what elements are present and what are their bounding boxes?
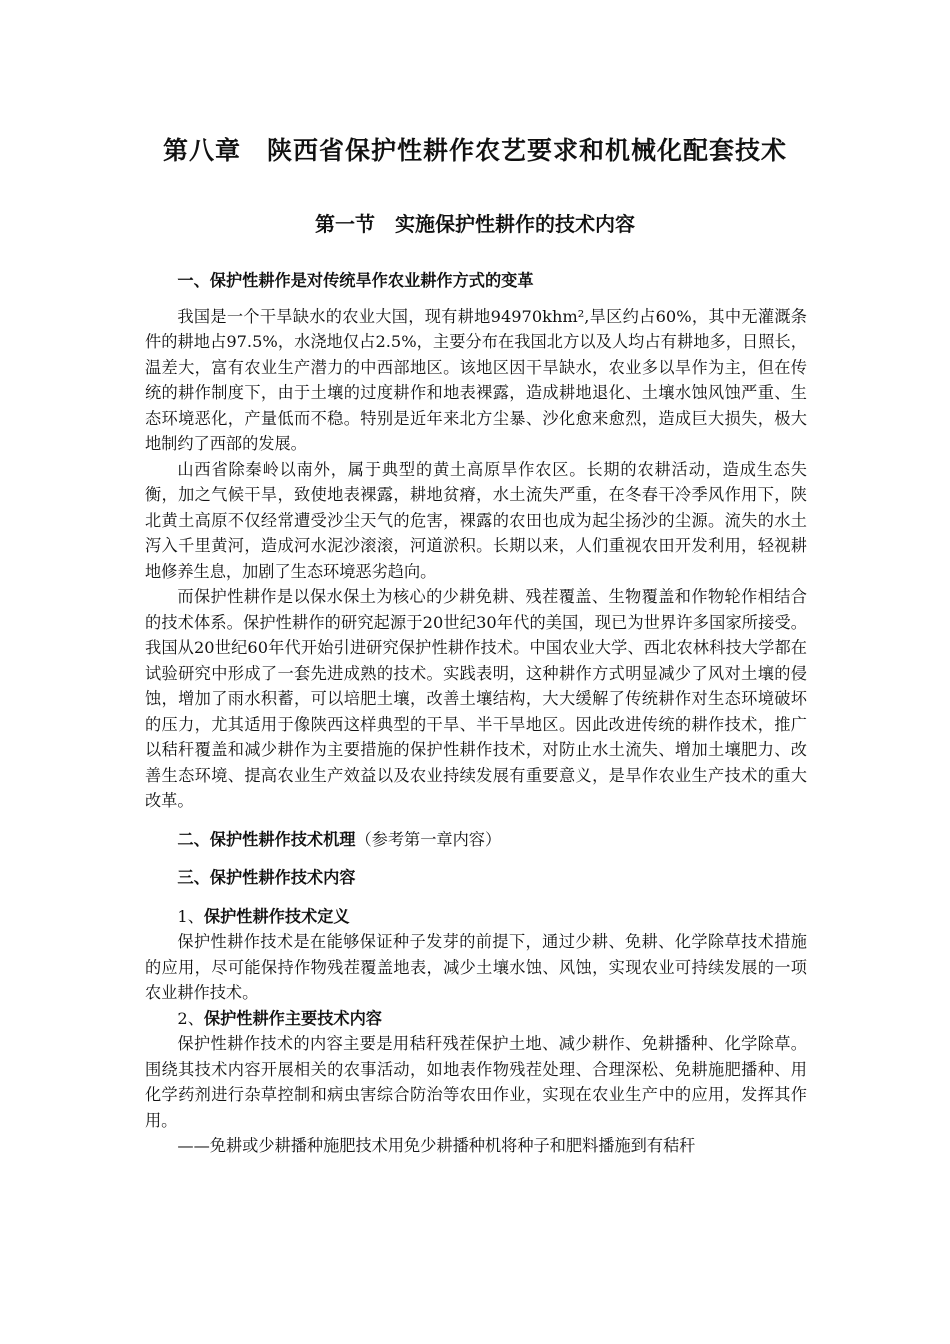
heading-2-text: 二、保护性耕作技术机理 <box>177 829 356 849</box>
section-title: 第一节 实施保护性耕作的技术内容 <box>315 212 635 236</box>
subheading-2 <box>145 1006 807 1032</box>
heading-3: 三、保护性耕作技术内容 <box>177 868 356 887</box>
paragraph-6: ——免耕或少耕播种施肥技术用免少耕播种机将种子和肥料播施到有秸秆 <box>177 1136 696 1155</box>
heading-2 <box>145 827 807 853</box>
chapter-title: 第八章 陕西省保护性耕作农艺要求和机械化配套技术 <box>162 136 787 165</box>
paragraph-2: 山西省除秦岭以南外，属于典型的黄土高原旱作农区。长期的农耕活动，造成生态失衡，加之气候干旱，致使地表裸露，耕地贫瘠，水土流失严重，在冬春干冷季风作用下，陕北黄土高原不仅经常遭受沙尘天气的危害，裸露的农田也成为起尘扬沙的尘源。流失的水土泻入千里黄河，造成河水泥沙滚滚，河道淤积。长期以来，人们重视农田开发利用，轻视耕地修养生息，加剧了生态环境恶劣趋向。 <box>145 459 807 581</box>
subheading-2-text: 保护性耕作主要技术内容 <box>203 1008 382 1028</box>
paragraph-4: 保护性耕作技术是在能够保证种子发芽的前提下，通过少耕、免耕、化学除草技术措施的应用，尽可能保持作物残茬覆盖地表，减少土壤水蚀、风蚀，实现农业可持续发展的一项农业耕作技术。 <box>145 932 807 1002</box>
paragraph-3: 而保护性耕作是以保水保土为核心的少耕免耕、残茬覆盖、生物覆盖和作物轮作相结合的技术体系。保护性耕作的研究起源于20世纪30年代的美国，现已为世界许多国家所接受。我国从20世纪60年代开始引进研究保护性耕作技术。中国农业大学、西北农林科技大学都在试验研究中形成了一套先进成熟的技术。实践表明，这种耕作方式明显减少了风对土壤的侵蚀，增加了雨水积蓄，可以培肥土壤，改善土壤结构，大大缓解了传统耕作对生态环境破坏的压力，尤其适用于像陕西这样典型的干旱、半干旱地区。因此改进传统的耕作技术，推广以秸秆覆盖和减少耕作为主要措施的保护性耕作技术，对防止水土流失、增加土壤肥力、改善生态环境、提高农业生产效益以及农业持续发展有重要意义，是旱作农业生产技术的重大改革。 <box>145 587 807 810</box>
paragraph-1: 我国是一个干旱缺水的农业大国，现有耕地94970khm²,旱区约占60%，其中无灌溉条件的耕地占97.5%，水浇地仅占2.5%，主要分布在我国北方以及人均占有耕地多，日照长，温差大，富有农业生产潜力的中西部地区。该地区因干旱缺水，农业多以旱作为主，但在传统的耕作制度下，由于土壤的过度耕作和地表裸露，造成耕地退化、土壤水蚀风蚀严重、生态环境恶化，产量低而不稳。特别是近年来北方尘暴、沙化愈来愈烈，造成巨大损失，极大地制约了西部的发展。 <box>145 306 807 453</box>
subheading-1-text: 保护性耕作技术定义 <box>203 906 350 926</box>
subheading-1-number: 1、 <box>177 906 204 926</box>
subheading-1 <box>145 904 807 930</box>
heading-2-note: （参考第一章内容） <box>355 829 502 849</box>
heading-1: 一、保护性耕作是对传统旱作农业耕作方式的变革 <box>177 271 534 290</box>
paragraph-5: 保护性耕作技术的内容主要是用秸秆残茬保护土地、减少耕作、免耕播种、化学除草。围绕其技术内容开展相关的农事活动，如地表作物残茬处理、合理深松、免耕施肥播种、用化学药剂进行杂草控制和病虫害综合防治等农田作业，实现在农业生产中的应用，发挥其作用。 <box>145 1034 807 1130</box>
subheading-2-number: 2、 <box>177 1008 204 1028</box>
body-text <box>145 268 807 1159</box>
